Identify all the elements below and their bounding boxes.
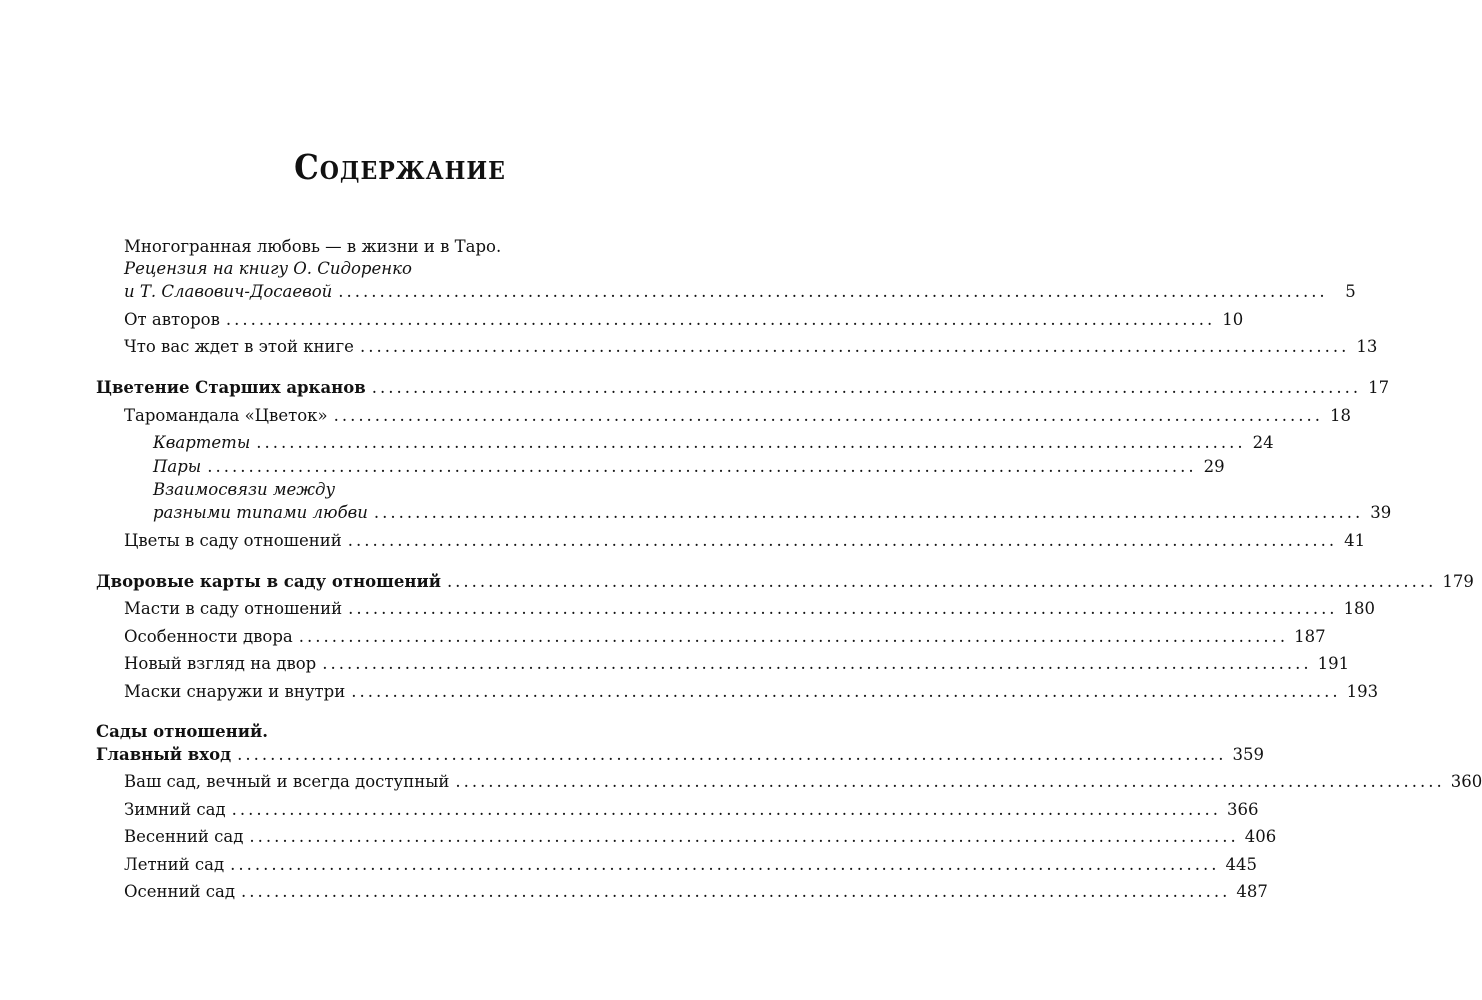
toc-subentry[interactable] bbox=[153, 455, 1225, 479]
toc-subentry[interactable] bbox=[153, 479, 1392, 525]
toc-entry-label: Маски снаружи и внутри bbox=[124, 681, 346, 701]
toc-leader-dots: ........................................................................................................................ bbox=[371, 378, 1362, 397]
toc-entry-line: Рецензия на книгу О. Сидоренко bbox=[124, 259, 412, 278]
toc-entry-label: Особенности двора bbox=[124, 626, 293, 646]
toc-entry-label: Новый взгляд на двор bbox=[124, 654, 317, 673]
toc-page-number: 193 bbox=[1346, 681, 1379, 701]
toc-page-number: 366 bbox=[1226, 799, 1259, 819]
toc-leader-dots: ........................................................................................................................ bbox=[322, 654, 1312, 673]
toc-page-number: 187 bbox=[1294, 626, 1326, 646]
toc-entry-label: и Т. Славович-Досаевой bbox=[124, 282, 333, 301]
toc-leader-dots: ........................................................................................................................ bbox=[351, 681, 1341, 701]
toc-page-number: 179 bbox=[1442, 571, 1474, 591]
toc-entry[interactable] bbox=[124, 798, 1259, 822]
toc-page-number: 17 bbox=[1368, 378, 1390, 397]
toc-entry-line: Взаимосвязи между bbox=[153, 480, 336, 499]
toc-entry-label: Летний сад bbox=[124, 854, 225, 874]
toc-leader-dots: ........................................................................................................................ bbox=[338, 282, 1328, 301]
toc-entry-label: Весенний сад bbox=[124, 827, 244, 846]
toc-subentry[interactable] bbox=[153, 431, 1274, 455]
toc-entry-label: Масти в саду отношений bbox=[124, 599, 343, 618]
toc-page-number: 191 bbox=[1317, 654, 1350, 673]
toc-entry-label: разными типами любви bbox=[153, 503, 368, 522]
toc-page-number: 10 bbox=[1222, 309, 1244, 329]
toc-entry-line: Сады отношений. bbox=[96, 721, 268, 741]
toc-entry[interactable] bbox=[124, 625, 1326, 649]
toc-leader-dots: ........................................................................................................................ bbox=[359, 337, 1350, 356]
toc-entry-line: Многогранная любовь — в жизни и в Таро. bbox=[124, 237, 502, 256]
toc-entry[interactable] bbox=[124, 529, 1366, 553]
toc-page-number: 39 bbox=[1370, 503, 1392, 522]
toc-page-number: 29 bbox=[1203, 457, 1225, 476]
toc-leader-dots: ........................................................................................................................ bbox=[256, 433, 1246, 452]
toc-page-number: 24 bbox=[1252, 433, 1274, 452]
toc-entry-label: Цветы в саду отношений bbox=[124, 530, 342, 550]
table-of-contents bbox=[96, 236, 1482, 904]
toc-page-number: 445 bbox=[1225, 854, 1258, 874]
toc-part-heading[interactable] bbox=[96, 376, 1390, 400]
toc-page-number: 41 bbox=[1344, 530, 1366, 550]
toc-entry-label: Зимний сад bbox=[124, 799, 226, 819]
toc-leader-dots: ........................................................................................................................ bbox=[333, 405, 1323, 425]
toc-entry[interactable] bbox=[124, 404, 1351, 428]
toc-leader-dots: ........................................................................................................................ bbox=[225, 309, 1216, 329]
toc-page-number: 406 bbox=[1244, 827, 1277, 846]
toc-entry[interactable] bbox=[124, 597, 1376, 621]
toc-entry-label: Ваш сад, вечный и всегда доступный bbox=[124, 772, 450, 791]
toc-entry[interactable] bbox=[124, 335, 1378, 359]
toc-entry[interactable] bbox=[124, 680, 1379, 704]
toc-entry-review[interactable] bbox=[124, 236, 1356, 304]
toc-leader-dots: ........................................................................................................................ bbox=[298, 626, 1289, 646]
toc-entry-label: Квартеты bbox=[153, 433, 251, 452]
toc-leader-dots: ........................................................................................................................ bbox=[237, 744, 1227, 764]
toc-leader-dots: ........................................................................................................................ bbox=[446, 571, 1437, 591]
toc-leader-dots: ........................................................................................................................ bbox=[373, 503, 1364, 522]
toc-entry-label: Цветение Старших арканов bbox=[96, 378, 366, 397]
toc-entry-label: Таромандала «Цветок» bbox=[124, 405, 328, 425]
toc-leader-dots: ........................................................................................................................ bbox=[348, 599, 1338, 618]
toc-leader-dots: ........................................................................................................................ bbox=[455, 772, 1445, 791]
toc-page-number: 18 bbox=[1329, 405, 1351, 425]
toc-entry-label: Пары bbox=[153, 457, 202, 476]
toc-leader-dots: ........................................................................................................................ bbox=[207, 457, 1197, 476]
toc-page-number: 13 bbox=[1356, 337, 1378, 356]
toc-leader-dots: ........................................................................................................................ bbox=[231, 799, 1221, 819]
toc-page-number: 359 bbox=[1232, 744, 1264, 764]
toc-leader-dots: ........................................................................................................................ bbox=[241, 882, 1231, 901]
toc-leader-dots: ........................................................................................................................ bbox=[230, 854, 1220, 874]
toc-entry[interactable] bbox=[124, 880, 1268, 904]
toc-entry-label: Главный вход bbox=[96, 744, 232, 764]
toc-page-number: 180 bbox=[1343, 599, 1376, 618]
toc-entry[interactable] bbox=[124, 652, 1350, 676]
toc-page-number: 360 bbox=[1450, 772, 1482, 791]
page-title: Содержание bbox=[294, 147, 506, 189]
toc-part-heading[interactable] bbox=[96, 570, 1474, 594]
toc-page-number: 5 bbox=[1345, 282, 1356, 301]
toc-entry-label: От авторов bbox=[124, 309, 220, 329]
toc-entry[interactable] bbox=[124, 853, 1258, 877]
toc-page-number: 487 bbox=[1236, 882, 1268, 901]
toc-entry[interactable] bbox=[124, 308, 1244, 332]
toc-entry-label: Дворовые карты в саду отношений bbox=[96, 571, 441, 591]
toc-entry-label: Осенний сад bbox=[124, 882, 236, 901]
toc-entry[interactable] bbox=[124, 770, 1482, 794]
toc-entry-label: Что вас ждет в этой книге bbox=[124, 337, 354, 356]
toc-entry[interactable] bbox=[124, 825, 1277, 849]
toc-leader-dots: ........................................................................................................................ bbox=[249, 827, 1239, 846]
toc-part-heading[interactable] bbox=[96, 721, 1264, 767]
toc-leader-dots: ........................................................................................................................ bbox=[347, 530, 1338, 550]
